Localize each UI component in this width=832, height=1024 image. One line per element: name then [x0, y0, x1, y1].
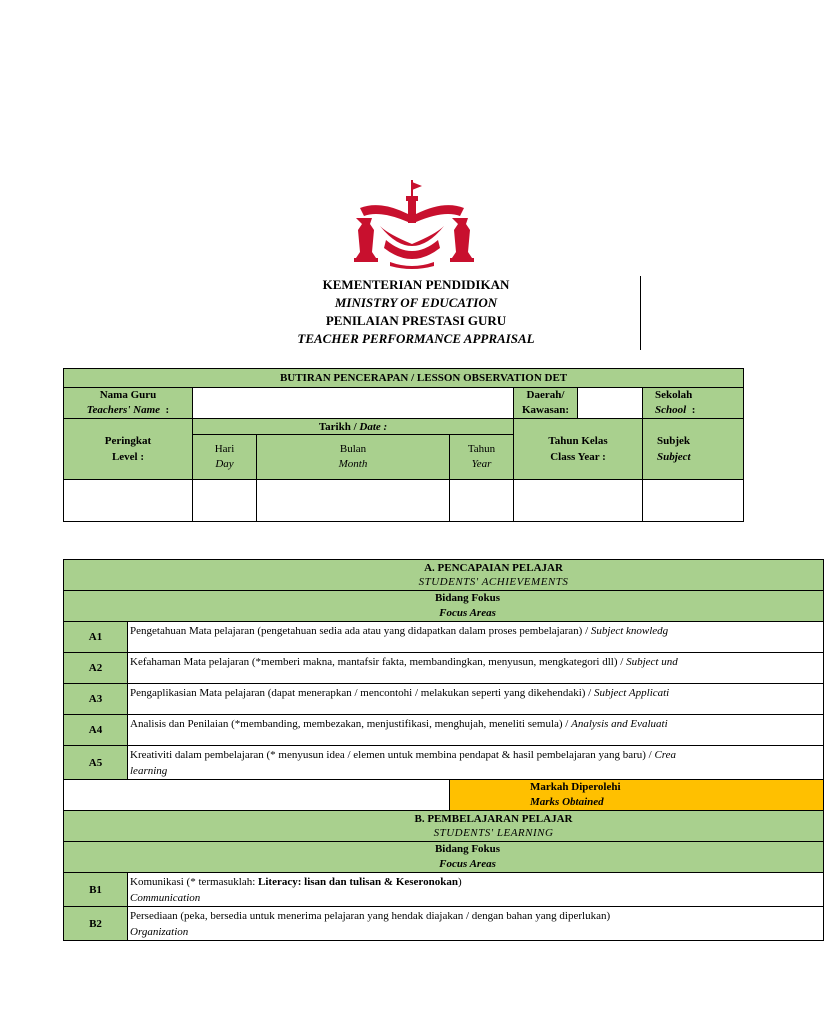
district-field[interactable]: [578, 388, 643, 419]
year-label-ms: Tahun: [467, 443, 496, 455]
year-label: [450, 435, 514, 480]
section-b-title-en: STUDENTS' LEARNING: [433, 827, 554, 839]
a2-text: Kefahaman Mata pelajaran (*memberi makna, mantafsir fakta, membandingkan, menyusun, mengkategori dll) /: [130, 656, 627, 668]
district-label-en: Kawasan:: [521, 404, 570, 416]
district-label-ms: Daerah/: [526, 389, 565, 401]
form-title-ms: PENILAIAN PRESTASI GURU: [325, 313, 507, 328]
year-label-en: Year: [471, 458, 492, 470]
school-label: [643, 388, 744, 419]
a3-text-en: Subject Applicati: [593, 687, 670, 699]
a5-description: [128, 746, 824, 780]
month-field[interactable]: [257, 480, 450, 522]
subject-label-ms: Subjek: [657, 435, 691, 447]
b1-description: [128, 873, 824, 907]
day-label: [193, 435, 257, 480]
level-label-en: Level :: [111, 451, 145, 463]
level-label: [64, 419, 193, 480]
form-title-en: TEACHER PERFORMANCE APPRAISAL: [297, 331, 535, 346]
a5-text-en-2: learning: [130, 765, 168, 777]
section-b-title: [64, 811, 824, 842]
b1-text: Komunikasi (* termasuklah:: [130, 876, 259, 888]
section-a-focus-ms: Bidang Fokus: [434, 592, 501, 604]
subject-label: [643, 419, 744, 480]
school-label-en: School: [655, 404, 687, 416]
section-b-focus-ms: Bidang Fokus: [434, 843, 501, 855]
date-label-ms: Tarikh /: [318, 420, 360, 433]
marks-obtained-ms: Markah Diperolehi: [530, 781, 621, 793]
subject-field[interactable]: [643, 480, 744, 522]
section-a-title-ms: A. PENCAPAIAN PELAJAR: [424, 562, 563, 574]
b1-text-en: Communication: [130, 892, 201, 904]
section-a-focus-header: [64, 591, 824, 622]
a4-text-en: Analysis and Evaluati: [571, 718, 668, 730]
a4-code: A4: [64, 715, 128, 746]
section-a-title-en: STUDENTS' ACHIEVEMENTS: [418, 576, 569, 588]
b2-code: B2: [64, 907, 128, 941]
class-year-label: [514, 419, 643, 480]
date-label: [193, 419, 514, 435]
level-label-ms: Peringkat: [104, 435, 152, 447]
month-label-en: Month: [338, 458, 368, 470]
b2-text: Persediaan (peka, bersedia untuk menerima pelajaran yang hendak diajakan / dengan bahan yang diperlukan): [130, 910, 611, 922]
class-year-label-en: Class Year :: [550, 451, 606, 463]
a1-text: Pengetahuan Mata pelajaran (pengetahuan sedia ada atau yang didapatkan dalam proses pembelajaran) /: [130, 625, 591, 637]
section-b-title-ms: B. PEMBELAJARAN PELAJAR: [414, 813, 573, 825]
district-label: [514, 388, 578, 419]
assessment-section: [0, 559, 678, 941]
a2-description: [128, 653, 824, 684]
a4-description: [128, 715, 824, 746]
ministry-crest-logo: [350, 178, 474, 270]
b2-description: [128, 907, 824, 941]
day-label-en: Day: [215, 458, 234, 470]
observation-details-title: BUTIRAN PENCERAPAN / LESSON OBSERVATION DET: [64, 369, 744, 388]
assessment-table: [63, 559, 824, 941]
year-field[interactable]: [450, 480, 514, 522]
a1-description: [128, 622, 824, 653]
a5-text-en: Crea: [654, 749, 677, 761]
date-label-en: Date :: [359, 420, 388, 433]
teacher-name-field[interactable]: [193, 388, 514, 419]
a3-text: Pengaplikasian Mata pelajaran (dapat menerapkan / mencontohi / melakukan seperti yang dikehendaki) /: [130, 687, 594, 699]
teacher-name-label-ms: Nama Guru: [99, 389, 157, 401]
day-field[interactable]: [193, 480, 257, 522]
section-b-focus-en: Focus Areas: [439, 858, 496, 870]
b1-text-end: ): [457, 876, 462, 888]
ministry-title-en: MINISTRY OF EDUCATION: [334, 295, 498, 310]
marks-obtained-en: Marks Obtained: [530, 796, 604, 808]
a4-text: Analisis dan Penilaian (*membanding, membezakan, menjustifikasi, menghujah, meneliti semula) /: [130, 718, 572, 730]
school-label-ms: Sekolah: [655, 389, 693, 401]
class-year-label-ms: Tahun Kelas: [548, 435, 608, 447]
section-b-focus-header: [64, 842, 824, 873]
day-label-ms: Hari: [214, 443, 235, 455]
class-year-field[interactable]: [514, 480, 643, 522]
a3-code: A3: [64, 684, 128, 715]
section-a-title: [64, 560, 824, 591]
b2-text-en: Organization: [130, 926, 189, 938]
a1-code: A1: [64, 622, 128, 653]
section-a-focus-en: Focus Areas: [439, 607, 496, 619]
teacher-name-label-en: Teachers' Name: [86, 404, 161, 416]
marks-obtained-label: [450, 780, 824, 811]
subject-label-en: Subject: [657, 451, 691, 463]
b1-code: B1: [64, 873, 128, 907]
teacher-name-colon: :: [165, 404, 170, 416]
marks-blank-cell: [64, 780, 450, 811]
teacher-name-label: [64, 388, 193, 419]
month-label: [257, 435, 450, 480]
a3-description: [128, 684, 824, 715]
a1-text-en: Subject knowledg: [590, 625, 669, 637]
a5-text: Kreativiti dalam pembelajaran (* menyusun idea / elemen untuk membina pendapat & hasil pembelajaran yang baru) /: [130, 749, 655, 761]
a2-text-en: Subject und: [626, 656, 678, 668]
observation-details-table: [63, 368, 744, 522]
a2-code: A2: [64, 653, 128, 684]
month-label-ms: Bulan: [339, 443, 367, 455]
b1-text-bold: Literacy: lisan dan tulisan & Keseronokan: [258, 876, 458, 888]
observation-details-section: [0, 368, 696, 522]
a5-code: A5: [64, 746, 128, 780]
ministry-title-ms: KEMENTERIAN PENDIDIKAN: [322, 277, 510, 292]
school-colon: :: [691, 404, 696, 416]
level-field[interactable]: [64, 480, 193, 522]
